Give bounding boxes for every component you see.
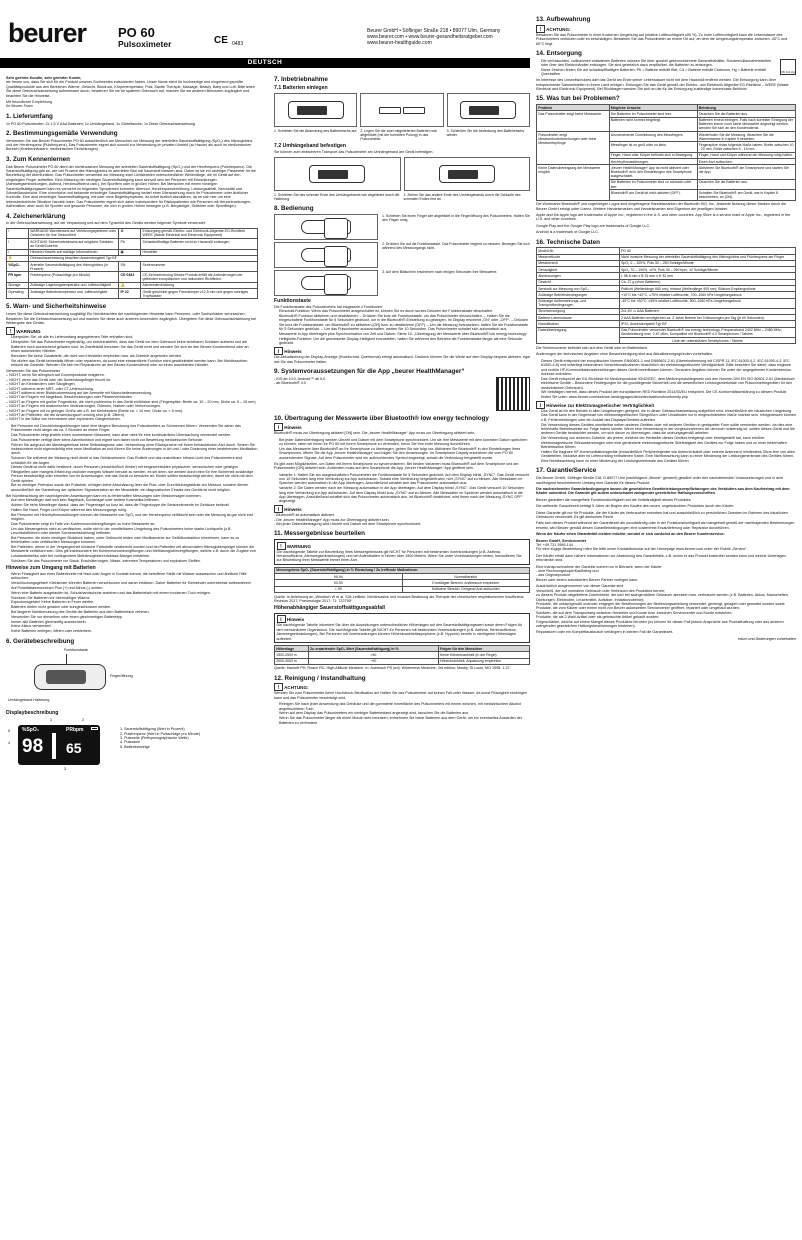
list-item: • Sie dürfen das Gerät keinesfalls öffnen oder reparieren, da sonst eine einwandfreie Funktion nicht gewährleistet werden kann. Bei Nichtbeachten erlischt die Garantie. Wenden Sie sich bei Reparaturen an den Beurer-Kundendienst oder an einen autorisierten Händler. bbox=[11, 359, 258, 368]
table-row: Operating Zulässige Betriebstemperatur und -luftfeuchtigkeit IP 22 Gerät geschützt gegen Fremdkörper ≥12,5 mm und gegen schräges Tropfwasser bbox=[7, 289, 258, 299]
figure bbox=[274, 157, 401, 191]
subsection-title: 7.1 Batterien einlegen bbox=[274, 85, 328, 92]
table-row: ✋ Gebrauchsanweisung beachten Anwendungsteil Typ BF bbox=[7, 255, 258, 261]
table-row: Keine Datenübertragung der Messwerte möglich „beurer HealthManager“ App ist nicht aktiviert oder Bluetooth® ist in den Einstellungen des Smartphone ausgeschaltet. Aktivieren Sie Bluetooth® am Smartphone und starten Sie die App. bbox=[537, 165, 796, 179]
operation-step: 1. Schieben Sie einen Finger wie abgebildet in die Fingeröffnung des Pulsoximeters. Halten Sie den Finger ruhig. bbox=[274, 214, 530, 240]
table-row: 93-90 Ermäßigter Bereich: Arztbesuch empfohlen bbox=[275, 580, 530, 586]
column-1 bbox=[6, 76, 258, 1236]
section-text: 1x PO 60 Pulsoximeter, 2x 1,5 V AAA Batterien, 1x Umhängeband, 1x Gürteltasche, 1x Diese Gebrauchsanweisung bbox=[6, 121, 195, 126]
ce-icon: CE 0483 bbox=[119, 272, 141, 282]
table-row: Batterie-Lebensdauer 2 AAA Batterien ermöglichen ca. 2 Jahre Betrieb bei 3 Messungen pro Tag (je 60 Sekunden). bbox=[537, 315, 796, 321]
operating-icon: Operating bbox=[7, 289, 29, 299]
device-diagram bbox=[6, 646, 258, 708]
warning-list: • Bei Personen mit Durchblutungsstörungen kann eine längere Benutzung des Pulsoximeters zu Schmerzen führen. Verwenden Sie daher das Pulsoximeter nicht länger als ca. 2 Stunden an einem Finger. • Das Pulsoximeter zeigt jeweils einen momentanen Messwert, kann aber nicht für eine kontinuierliche Überwachung verwendet werden. • Das Pulsoximeter verfügt über keine Alarmfunktion und eignet sich daher nicht zur Bewertung medizinischer Befunde. • Führen Sie aufgrund der Messergebnisse keine Selbstdiagnose oder -behandlung ohne Rücksprache mit Ihrem behandelnden Arzt durch. Setzen Sie insbesondere nicht eigenmächtig eine neue Medikation an und führen Sie keine Änderungen in Art und / oder Dosierung einer bestehenden Medikation durch. • Schauen Sie während der Messung nicht direkt in das Gehäuseinnere. Das Rotlicht und das unsichtbare Infrarot-Licht des Pulsoximeters sind schädlich für die Augen. • Dieses Gerät ist nicht dafür bestimmt, durch Personen (einschließlich Kinder) mit eingeschränkten physischen, sensorischen oder geistigen Fähigkeiten oder mangels Erfahrung und/oder mangels Wissen benutzt zu werden, es sei denn, sie werden durch eine für ihre Sicherheit zuständige Person beaufsichtigt oder erhielten von ihr Anweisungen, wie das Gerät zu benutzen ist. Kinder sollten beaufsichtigt werden, damit sie nicht mit dem Gerät spielen. • Bei zu niedriger Perfusion sowie der Pulsstufe, erfolgen keine Abschätzung über die Puls- oder Durchblutungsstärke am Messort, sondern dienen ausschließlich der Darstellung der optischen Signalvariation an der Messstelle, ein diagnostischer Einsatz des Geräts ist nicht möglich. bbox=[11, 424, 258, 492]
brand-logo: beurer bbox=[8, 18, 87, 48]
warning-icon: ! bbox=[277, 542, 286, 550]
display-legend: 1. Sauerstoffsättigung (Wert in Prozent) 2. Pulsfrequenz (Wert in Pulsschläge pro Minute) 3. Pulswelle (Plethysmographische Welle) 4. Pulssäule 5. Batterieanzeige bbox=[120, 727, 201, 749]
supported-devices-link[interactable]: Liste der unterstützten Smartphones / Tablets bbox=[619, 338, 795, 344]
figure bbox=[404, 157, 531, 191]
battery-icon bbox=[91, 727, 98, 730]
ce-mark: CE bbox=[214, 35, 228, 46]
section-text: Das Beurer Pulsoximeter PO 60 dient der nichtinvasiven Messung der arteriellen Sauerstoffsättigung (SpO₂) und der Herzfrequenz (Pulsfrequenz). Die Sauerstoffsättigung gibt an, wie viel Prozent des Hämoglobins im arteriellen Blut mit Sauerstoff beladen sind. Daher ist sie ein wichtiger Parameter für die Beurteilung der Atemfunktion. Das Pulsoximeter verwendet zur Messung zwei Lichtstrahlen unterschiedlicher Wellenlänge, die im Gerät auf den eingelegten Finger auftreffen. Eine Messung der niedrigen Sauerstoffsättigung kann sinnvoll sein bei Personen mit Erkrankungen (Atemwegserkrankungen, Asthma, Herzinsuffizienz usw.), bei Sportlern oder in großen Höhen. Bei Menschen mit einem niedrigen Sauerstoffsättigungswert kann es vermehrt zu folgenden Symptomen kommen: Atemnot, Herzfrequenzerhöhung, Leistungsabfall, Nervosität und Schweißausbrüche. Eine chronische und bekannte erniedrigte Sauerstoffsättigung bedarf einer Überwachung durch Ihr Pulsoximeter unter ärztlicher Kontrolle. Eine akut erniedrigte Sauerstoffsättigung, mit oder ohne Begleitsymptome, ist sofort ärztlich abzuklären, da es sich hier um eine lebensbedrohliche Situation handeln kann. Das Pulsoximeter eignet sich daher insbesondere für Risikopatienten wie Personen mit Herzerkrankungen, Asthmatiker, aber auch für Sportler und gesunde Personen, die sich in großen Höhen bewegen (z.B. Bergsteiger, Skifahrer oder Sportflieger). bbox=[6, 164, 256, 209]
table-row: Bluetooth® am Gerät ist nicht aktiviert (OFF). Schalten Sie Bluetooth® am Gerät, wie in Kapitel 8 beschrieben, an (ON). bbox=[537, 190, 796, 200]
section-title: 7. Inbetriebnahme bbox=[274, 76, 328, 83]
section-title: 11. Messergebnisse beurteilen bbox=[274, 530, 365, 538]
table-row: Messbereich SpO₂ 0 – 100%, Puls 30 – 250 Schläge/Minute bbox=[537, 260, 796, 266]
tech-data-table bbox=[536, 247, 796, 344]
troubleshooting-table: Problem Mögliche Ursache Behebung Das Pulsoximeter zeigt keine Messwerte Die Batterien im Pulsoximeter sind leer. Tauschen Sie die Batterien aus. Batterien nicht korrekt eingelegt. Batterien erneut einlegen. Falls nach korrekter Einlegung der Batterien immer noch keine Messwerte angezeigt werden, wenden Sie sich an den Kundendienst. Pulsoximeter zeigt Messwertunterbrechungen oder hohe Messwertsprünge Unzureichende Durchblutung des Messfingers. Wiederholen Sie die Messung. Beachten Sie die Warnhinweise in Kapitel 5 beachten. Messfinger ist zu groß oder zu klein. Fingerspitze muss folgende Maße haben: Breite zwischen 10 - 20 mm, Dicke zwischen 5 - 15 mm. Finger, Hand oder Körper befindet sich in Bewegung. Finger, Hand und Körper während der Messung ruhig halten. Herzrhythmusstörungen. Einen Arzt aufsuchen. Keine Datenübertragung der Messwerte möglich „beurer HealthManager“ App ist nicht aktiviert oder Bluetooth® ist in den Einstellungen des Smartphone ausgeschaltet. Aktivieren Sie Bluetooth® am Smartphone und starten Sie die App. Die Batterien im Pulsoximeter sind zu schwach oder leer. Tauschen Sie die Batterien aus. Bluetooth® am Gerät ist nicht aktiviert (OFF). Schalten Sie Bluetooth® am Gerät, wie in Kapitel 8 beschrieben, an (ON). bbox=[538, 105, 794, 199]
table-row: Zulässige Aufbewahrungs- und Transportbedingungen -40°C bis +60°C, ≤95% relative Luftfeuchte, 500–1060 hPa Umgebungsdruck bbox=[537, 298, 796, 308]
manual-icon: ✋ bbox=[7, 255, 29, 261]
table-row: Das Pulsoximeter zeigt keine Messwerte Die Batterien im Pulsoximeter sind leer. Tauschen Sie die Batterien aus. bbox=[537, 111, 796, 117]
table-row: Finger, Hand oder Körper befindet sich in Bewegung. Finger, Hand und Körper während der Messung ruhig halten. bbox=[537, 152, 796, 158]
operation-step: 3. Auf dem Bildschirm erscheinen nach einigen Sekunden Ihre Messwerte. bbox=[274, 270, 530, 296]
table-row: ! ACHTUNG Sicherheitshinweis auf mögliche Schäden an Gerät/Zubehör Pb Schadstoffhaltige Batterien nicht im Hausmüll entsorgen bbox=[7, 239, 258, 249]
function-button-label: Funktionstaste bbox=[64, 648, 88, 653]
table-row: Messfinger ist zu groß oder zu klein. Fingerspitze muss folgende Maße haben: Breite zwischen 10 - 20 mm, Dicke zwischen 5 - 15 mm. bbox=[610, 143, 794, 152]
info-icon: i bbox=[274, 505, 283, 513]
altitude-table: Höhenlage Zu erwartender SpO₂-Wert (Sauerstoffsättigung) in % Folgen für den Menschen 1500-2500 m >90 Keine Höhenkrankheit (in der Regel) 2500-3000 m ~90 Höhenkrankheit, Anpassung empfohlen bbox=[274, 645, 530, 665]
table-row: Pulsoximeter zeigt Messwertunterbrechungen oder hohe Messwertsprünge Unzureichende Durchblutung des Messfingers. Wiederholen Sie die Messung. Beachten Sie die Warnhinweise in Kapitel 5 beachten. bbox=[537, 132, 796, 142]
language-bar: DEUTSCH bbox=[0, 58, 530, 68]
table-row: Storage Zulässige Lagerungstemperatur und -luftfeuchtigkeit 🔔 Alarmunterdrückung bbox=[7, 282, 258, 288]
table-row: Sensorik zur Messung von SpO₂ Rotlicht (Wellenlänge 660 nm); Infrarot (Wellenlänge 905 nm); Silizium-Empfangsdiode bbox=[537, 285, 796, 291]
warning-list bbox=[11, 335, 258, 367]
service-address: Beurer GmbH, Servicecenter Tel: +49 731 3989-144 Für eine zügige Bearbeitung rufen Sie bitte unser Kontaktformular auf der Homepage www.beurer.com unter der Rubrik „Service“. bbox=[536, 538, 748, 552]
table-row: i Hinweis Hinweis auf wichtige Informationen ▣ Hersteller bbox=[7, 249, 258, 255]
weee-bin-icon: Pb Cd Hg bbox=[780, 59, 796, 75]
list-intro: Verwenden Sie das Pulsoximeter bbox=[6, 368, 61, 373]
section-title: 8. Bedienung bbox=[274, 204, 314, 212]
operation-step: 2. Drücken Sie auf die Funktionstaste. Das Pulsoximeter beginnt zu messen. Bewegen Sie sich während des Messvorgangs nicht. bbox=[274, 242, 530, 268]
table-row: 2500-3000 m ~90 Höhenkrankheit, Anpassung empfohlen bbox=[275, 658, 530, 664]
source-note: Quelle: In Anlehnung an „Windisch W et al. S2k-Leitlinie: Nichtinvasive und invasive Beatmung als Therapie der chronischen respiratorischen Insuffizienz. Revision 2017; Pneumologie 2017; 71: 722795“ bbox=[274, 594, 525, 603]
section-text: Lesen Sie diese Gebrauchsanweisung sorgfältig! Ein Nichtbeachten der nachfolgenden Hinweise kann Personen- oder Sachschäden verursachen. Bewahren Sie die Gebrauchsanweisung auf und machen Sie diese auch anderen Anwendern zugänglich. Übergeben Sie diese Gebrauchsanweisung bei Weitergabe des Geräts. bbox=[6, 312, 257, 325]
list-item: • Überprüfen Sie das Pulsoximeter regelmäßig, um sicherzustellen, dass das Gerät vor dem Gebrauch keine sichtbaren Schäden aufweist und die Batterien noch ausreichend geladen sind. Im Zweifelsfall benutzen Sie das Gerät nicht und wenden Sie sich an den Beurer-Kundendienst oder an einen autorisierten Händler. bbox=[11, 340, 258, 353]
table-row: Die Batterien im Pulsoximeter sind zu schwach oder leer. Tauschen Sie die Batterien aus. bbox=[537, 179, 796, 189]
figure bbox=[447, 93, 530, 127]
table-row: Zulässige Betriebsbedingungen +10°C bis +40°C, ≤75% relative Luftfeuchte, 700–1060 hPa Umgebungsdruck bbox=[537, 292, 796, 298]
factory-icon: ▣ bbox=[119, 249, 141, 255]
table-row: Messmethode Nicht invasive Messung der arteriellen Sauerstoffsättigung des Hämoglobins und Pulsfrequenz am Finger bbox=[537, 254, 796, 260]
list-item: • Überprüfen Sie, ob alle im Lieferumfang angegebenen Teile enthalten sind. bbox=[11, 335, 258, 339]
section-title: 16. Technische Daten bbox=[536, 238, 600, 246]
figure bbox=[274, 93, 357, 127]
ce-number: 0483 bbox=[232, 41, 244, 47]
caution-icon: ! bbox=[274, 683, 283, 691]
subsection-title: 7.2 Umhängeband befestigen bbox=[274, 143, 347, 150]
healthguide-link[interactable]: www.beurer-healthguide.com bbox=[367, 39, 432, 46]
table-row: Abmessungen L 58,5 mm x B 31 mm x H 32 mm bbox=[537, 273, 796, 279]
table-row: %SpO₂ Arterielle Sauerstoffsättigung des Hämoglobins (in Prozent) SN Seriennummer bbox=[7, 262, 258, 272]
table-row: Datenübertragung Das Pulsoximeter verwendet Bluetooth® low energy technology, Frequenzband 2402 MHz – 2480 MHz, Sendeleistung max. 2,67 dBm, Kompatibel mit Bluetooth® 4.0 Smartphones / Tablets bbox=[537, 327, 796, 337]
section-title: 6. Gerätebeschreibung bbox=[6, 637, 75, 645]
symbol-table bbox=[6, 228, 258, 300]
footer-note: Irrtum und Änderungen vorbehalten bbox=[737, 636, 796, 641]
caution-icon: ! bbox=[536, 25, 545, 33]
section-title: 5. Warn- und Sicherheitshinweise bbox=[6, 303, 107, 311]
subsection-title: Hinweise zum Umgang mit Batterien bbox=[6, 564, 96, 571]
section-title: 9. Systemvoraussetzungen für die App „beurer HealthManager“ bbox=[274, 367, 465, 375]
storage-icon: Storage bbox=[7, 282, 29, 288]
lanyard-holder-label: Umhängeband-Halterung bbox=[8, 698, 50, 703]
table-row: Gewicht Ca. 27 g (ohne Batterien) bbox=[537, 279, 796, 285]
list-item: • Benutzen Sie keine Zusatzteile, die nicht vom Hersteller empfohlen bzw. als Zubehör angeboten werden. bbox=[11, 354, 258, 358]
table-row: 1500-2500 m >90 Keine Höhenkrankheit (in der Regel) bbox=[275, 652, 530, 658]
column-3: 13. Aufbewahrung ! ACHTUNG: Bewahren Sie das Pulsoximeter in einer trockenen Umgebung auf (relative Luftfeuchtigkeit ≤95 %). Zu hohe Luftfeuchtigkeit kann die Lebensdauer des Pulsoximeters verkürzen oder es beschädigen. Bewahren Sie das Pulsoximeter an einem Ort auf, an dem die Umgebungstemperatur zwischen -40°C und 60°C liegt. 14. Entsorgung Pb Cd Hg • Die verbrauchten, vollkommen entladenen Batterien müssen Sie über speziell gekennzeichnete Sammelbehälter, Sondermüllannahmestellen oder über den Elektrohändler entsorgen. Sie sind gesetzlich dazu verpflichtet, die Batterien zu entsorgen. • Diese Zeichen finden Sie auf schadstoffhaltigen Batterien: Pb = Batterie enthält Blei, Cd = Batterie enthält Cadmium, Hg = Batterie enthält Quecksilber Im Interesse des Umweltschutzes darf das Gerät am Ende seiner Lebensdauer nicht mit dem Hausmüll entfernt werden. Die Entsorgung kann über entsprechende Sammelstellen in Ihrem Land erfolgen. Entsorgen Sie das Gerät gemäß der Elektro- und Elektronik Altgeräte EG-Richtlinie – WEEE (Waste Electrical and Electronic Equipment). Bei Rückfragen wenden Sie sich an die für die Entsorgung zuständige kommunale Behörde. 15. Was tun bei Problemen? Problem Mögliche Ursache Behebung Das Pulsoximeter zeigt keine Messwerte Die Batterien im Pulsoximeter sind leer. Tauschen Sie die Batterien aus. Batterien nicht korrekt eingelegt. Batterien erneut einlegen. Falls nach korrekter Einlegung der Batterien immer noch keine Messwerte angezeigt werden, wenden Sie sich an den Kundendienst. Pulsoximeter zeigt Messwertunterbrechungen oder hohe Messwertsprünge Unzureichende Durchblutung des Messfingers. Wiederholen Sie die Messung. Beachten Sie die Warnhinweise in Kapitel 5 beachten. Messfinger ist zu groß oder zu klein. Fingerspitze muss folgende Maße haben: Breite zwischen 10 - 20 mm, Dicke zwischen 5 - 15 mm. Finger, Hand oder Körper befindet sich in Bewegung. Finger, Hand und Körper während der Messung ruhig halten. Herzrhythmusstörungen. Einen Arzt aufsuchen. Keine Datenübertragung der Messwerte möglich „beurer HealthManager“ App ist nicht aktiviert oder Bluetooth® ist in den Einstellungen des Smartphone ausgeschaltet. Aktivieren Sie Bluetooth® am Smartphone und starten Sie die App. Die Batterien im Pulsoximeter sind zu schwach oder leer. Tauschen Sie die Batterien aus. Bluetooth® am Gerät ist nicht aktiviert (OFF). Schalten Sie Bluetooth® am Gerät, wie in Kapitel 8 beschrieben, an (ON). Die Wortmarke Bluetooth® und zugehörigen Logos sind eingetragene Handelsmarken der Bluetooth SIG, Inc. Jedwede Nutzung dieser Marken durch die Beurer GmbH erfolgt unter Lizenz. Weitere Handelsmarken und Handelsnamen sind Eigentum der jeweiligen Inhaber. Apple and the Apple logo are trademarks of Apple Inc., registered in the U.S. and other countries. App Store is a service mark of Apple Inc., registered in the U.S. and other countries. Google Play and the Google Play logo are trademarks of Google LLC. Android is a trademark of Google LLC. 16. Technische Daten Modell-Nr. PO 60 Messmethode Nicht invasive Messung der arteriellen Sauerstoffsättigung des Hämoglobins und Pulsfrequenz am Finger Messbereich SpO₂ 0 – 100%, Puls 30 – 250 Schläge/Minute Genauigkeit SpO₂ 70 – 100%, ±2%, Puls 30 – 250 bpm, ±2 Schläge/Minute Abmessungen L 58,5 mm x B 31 mm x H 32 mm Gewicht Ca. 27 g (ohne Batterien) Sensorik zur Messung von SpO₂ Rotlicht (Wellenlänge 660 nm); Infrarot (Wellenlänge 905 nm); Silizium-Empfangsdiode Zulässige Betriebsbedingungen +10°C bis +40°C, ≤75% relative Luftfeuchte, 700–1060 hPa Umgebungsdruck Zulässige Aufbewahrungs- und Transportbedingungen -40°C bis +60°C, ≤95% relative Luftfeuchte, 500–1060 hPa Umgebungsdruck Stromversorgung 2x1,5V ▭ AAA Batterien Batterie-Lebensdauer 2 AAA Batterien ermöglichen ca. 2 Jahre Betrieb bei 3 Messungen pro Tag (je 60 Sekunden). Klassifikation IP22, Anwendungsteil Typ BF Datenübertragung Das Pulsoximeter verwendet Bluetooth® low energy technology, Frequenzband 2402 MHz – 2480 MHz, Sendeleistung max. 2,67 dBm, Kompatibel mit Bluetooth® 4.0 Smartphones / Tablets Liste der unterstützten Smartphones / Tablets Die Seriennummer befindet sich auf dem Gerät oder im Batteriefach. Änderungen der technischen Angaben ohne Benachrichtigung sind aus Aktualisierungsgründen vorbehalten. • Dieses Gerät entspricht der europäischen Normen EN60601-1 und EN80601-2-61 (Übereinstimmung mit CISPR 11, IEC 61000-4-2, IEC 61000-4-3, IEC 61000-4-8) und unterliegt besonderen Vorsichtsmaßnahmen hinsichtlich der elektromagnetischen Verträglichkeit. Bitte beachten Sie dabei, dass tragbare und mobile HF-Kommunikationseinrichtungen dieses Gerät beeinflussen können. Genauere Angaben können Sie unter der angegebenen Kundenservice-Adresse anfordern. • Das Gerät entspricht der EU-Richtlinie für Medizinprodukte 93/42/EEC, dem Medizinproduktegesetz und den Normen DIN EN ISO 80601-2-61 (Medizinisch elektrische Geräte – Besondere Festlegungen für die grundlegende Sicherheit und die wesentlichen Leistungsmerkmale von Pulsoximetriegeräten für den medizinischen Gebrauch). • Wir bestätigen hiermit, dass dieses Produkt der europäischen RED Richtlinie 2014/53/EU entspricht. Die CE-Konformitätserklärung zu diesem Produkt finden Sie unter: www.beurer.com/web/we-landingpages/de/cedeclarationofconformity.php i Hinweise zur Elektromagnetischer Verträglichkeit • Das Gerät ist für den Betrieb in allen Umgebungen geeignet, die in dieser Gebrauchsanweisung aufgeführt sind, einschließlich der häuslichen Umgebung. • Das Gerät kann in der Gegenwart von elektromagnetischen Störgrößen unter Umständen nur in eingeschränktem Maße nutzbar sein. Infolgedessen können z.B. Fehlermeldungen oder ein Ausfall des Displays/Gerätes auftreten. • Die Verwendung dieses Gerätes unmittelbar neben anderen Geräten oder mit anderen Geräten in gestapelter Form sollte vermieden werden, da dies eine fehlerhafte Betriebsweise zur Folge haben könnte. Wenn eine Verwendung in der vorgeschriebenen Art dennoch notwendig ist, sollten dieses Gerät und die anderen Geräte beobachtet werden, um sich davon zu überzeugen, dass sie ordnungsgemäß arbeiten. • Die Verwendung von anderem Zubehör, als jenem, welches der Hersteller dieses Gerätes festgelegt oder bereitgestellt hat, kann erhöhte elektromagnetische Störaussendungen oder eine geminderte elektromagnetische Störfestigkeit des Gerätes zur Folge haben und zu einer fehlerhaften Betriebsweise führen. • Halten Sie tragbare HF-Kommunikationsgeräte (einschließlich Peripheriegeräte wie Antennenkabel oder externe Antennen) mindestens 30cm fern von allen Geräteteilen, inklusive aller im Lieferumfang enthaltenen Kabel. Eine Nichtbeachtung kann zu einer Minderung der Leistungsmerkmale des Gerätes führen. • Eine Nichtbeachtung kann zu einer Minderung der Leistungsmerkmale des Gerätes führen. 17. Garantie/Service Die Beurer GmbH, Söflinger Straße 218, D-89077 Ulm (nachfolgend „Beurer“ genannt) gewährt unter den nachstehenden Voraussetzungen und in dem nachfolgend beschriebenen Umfang eine Garantie für dieses Produkt. Die nachstehenden Garantiebedingungen lassen die gesetzlichen Gewährleistungsverpflichtungen des Verkäufers aus dem Kaufvertrag mit dem Käufer unberührt. Die Garantie gilt zudem unbeschadet zwingender gesetzlicher Haftungsvorschriften. Beurer garantiert die mangelfreie Funktionstüchtigkeit und die Vollständigkeit dieses Produktes. Die weltweite Garantiezeit beträgt 5 Jahre ab Beginn des Kaufes des neuen, ungebrauchten Produktes durch den Käufer. Diese Garantie gilt nur für Produkte, die der Käufer als Verbraucher erworben hat und ausschließlich zu persönlichen Zwecken im Rahmen des häuslichen Gebrauchs verwendet. Es gilt deutsches Recht. Falls sich dieses Produkt während der Garantiezeit als unvollständig oder in der Funktionstüchtigkeit als mangelhaft gemäß der nachfolgenden Bestimmungen erweist, wird Beurer gemäß diesen Garantiebedingungen eine kostenfreie Ersatzlieferung oder Reparatur durchführen. Wenn der Käufer einen Garantiefall melden möchte, wendet er sich zunächst an den Beurer Kundenservice: Beurer GmbH, Servicecenter Tel: +49 731 3989-144 Für eine zügige Bearbeitung rufen Sie bitte unser Kontaktformular auf der Homepage www.beurer.com unter der Rubrik „Service“. Der Käufer erhält dann nähere Informationen zur Abwicklung des Garantiefalls, z.B. wohin er das Produkt kostenfrei senden kann und welche Unterlagen erforderlich sind. Eine Inanspruchnahme der Garantie kommt nur in Betracht, wenn der Käufer - eine Rechnungskopie/Kaufbeleg und - das Originalprodukt Beurer oder einem autorisierten Beurer Partner vorlegen kann. Ausdrücklich ausgenommen von dieser Garantie sind Verschleiß, der auf normalem Gebrauch oder Verbrauch des Produktes beruht; zu diesem Produkt mitgelieferte Zubehörteile, die sich bei sachgemäßem Gebrauch abnutzen bzw. verbraucht werden (z.B. Batterien, Akkus, Manschetten, Dichtungen, Elektroden, Leuchtmittel, Aufsätze, Inhalatorzubehör); Produkte, die unsachgemäß und/oder entgegen der Bestimmungen der Bedienungsanleitung verwendet, gereinigt, gelagert oder gewartet wurden sowie Produkte, die vom Käufer oder einem nicht von Beurer autorisierten Servicecenter geöffnet, repariert oder umgebaut wurden; Schäden, die auf dem Transportweg zwischen Hersteller und Kunde bzw. zwischen Servicecenter und Kunde entstehen; Produkte, die als 2.Wahl-Artikel oder als gebrauchte Artikel gekauft wurden; Folgeschäden, welche auf einem Mangel dieses Produktes beruhen (es können für diesen Fall jedoch Ansprüche aus Produkthaftung oder aus anderen zwingenden gesetzlichen Haftungsbestimmungen bestehen). Reparaturen oder ein Komplettaustausch verlängern in keinem Fall die Garantiezeit. Irrtum und Änderungen vorbehalten bbox=[536, 16, 796, 1236]
section-title: 14. Entsorgung bbox=[536, 49, 582, 57]
table-row: PR bpm Pulsfrequenz (Pulsschläge pro Minute) CE 0483 CE-Kennzeichnung Dieses Produkt erfüllt die Anforderungen der geltenden europäischen und nationalen Richtlinien. bbox=[7, 272, 258, 282]
finger-opening-label: Fingeröffnung bbox=[110, 674, 133, 679]
warning-icon: ! bbox=[7, 228, 29, 238]
table-row: 99-94 Normalbereich bbox=[275, 574, 530, 580]
source-note: Quelle: Hackett PH, Roach RC: High-Altitude Medicine. In: Auerbach PS (ed): Wilderness Medicine, 3rd edition; Mosby, St Louis, MO 1995: 1-37. bbox=[274, 666, 511, 671]
product-name: Pulsoximeter bbox=[118, 39, 172, 49]
section-title: 15. Was tun bei Problemen? bbox=[536, 95, 620, 103]
battery-figures bbox=[274, 93, 530, 127]
section-title: 17. Garantie/Service bbox=[536, 467, 597, 475]
table-row: Herzrhythmusstörungen. Einen Arzt aufsuchen. bbox=[537, 159, 796, 165]
manufacturer-address: Beurer GmbH • Söflinger Straße 218 • 89077 Ulm, Germany www.beurer.com • www.beurer-gesundheitsratgeber.com www.beurer-healthguide.com bbox=[367, 28, 501, 46]
column-2: 7. Inbetriebnahme 7.1 Batterien einlegen 1. Schieben Sie die Abdeckung des Batteriefachs auf. 2. Legen Sie die zwei mitgelieferten Batterien wie abgebildet (mit der korrekten Polung) in das Pulsoximeter. 3. Schließen Sie die Abdeckung des Batteriefachs wieder. 7.2 Umhängeband befestigen Sie können zum einfacheren Transport das Pulsoximeter am Umhängeband am Gerät befestigen. 1. Schieben Sie das schmale Ende des Umhängebands wie abgebildet durch die Halterung. 2. Ziehen Sie das andere Ende des Umhängebands durch die Schlaufe des schmalen Endes fest an. 8. Bedienung 1. Schieben Sie einen Finger wie abgebildet in die Fingeröffnung des Pulsoximeters. Halten Sie den Finger ruhig. 2. Drücken Sie auf die Funktionstaste. Das Pulsoximeter beginnt zu messen. Bewegen Sie sich während des Messvorgangs nicht. 3. Auf dem Bildschirm erscheinen nach einigen Sekunden Ihre Messwerte. Funktionstaste Die Funktionstaste des Pulsoximeters hat insgesamt 4 Funktionen: • Einschalt-Funktion: Wenn das Pulsoximeter ausgeschaltet ist, können Sie es durch kurzes Drücken der Funktionstaste einschalten. • Bluetooth®-Funktion aktivieren und deaktivieren: – Drücken Sie kurz die Funktionstaste, um das Pulsoximeter einzuschalten. – Halten Sie die eingeschaltete Funktionstaste für 5 Sekunden gedrückt, um in die Bluetooth®-Einstellung zu gelangen. Im Display erscheint „ON“ oder „OFF“. – Drücken Sie kurz die Funktionstaste, um Bluetooth® zu aktivieren [ON] bzw. zu deaktivieren [OFF]. – Um die Messung fortzusetzen, halten Sie die Funktionstaste für 5 Sekunden gedrückt. – Um das Pulsoximeter auszuschalten, warten Sie 10 Sekunden. Das Pulsoximeter schaltet sich automatisch aus. • Messwerte in App übertragen plus Synchronisation von Zeit und Datum: Siehe 10. „Übertragung der Messwerte über Bluetooth® low energy technology“. • Helligkeits-Funktion: Um die gewünschte Display-Helligkeit einzustellen, halten Sie während des Betriebs die Funktionstaste länger als eine Sekunde gedrückt. i Hinweis Die Aktualisierung der Display-Anzeige (Hochformat, Querformat) erfolgt automatisch. Dadurch können Sie die Werte auf dem Display bequem ablesen, egal wie Sie das Pulsoximeter halten. 9. Systemvoraussetzungen für die App „beurer HealthManager“ - iOS ab 10.0, Android™ ab 5.0 - ab Bluetooth® 4.0 10. Übertragung der Messwerte über Bluetooth® low energy technology i Hinweis Bluetooth® muss zur Übertragung aktiviert [ON] sein. Die „beurer HealthManager“ App muss zur Übertragung aktiviert sein. • Bei jeder Datenübertragung werden Uhrzeit und Datum mit dem Smartphone synchronisiert. Um sie Ihre Messwerte mit dem korrekten Datum speichern zu können, raten wir Ihnen Ihr PO 60 mit Ihrem Smartphone zu verbinden, bevor Sie Ihre erste Messung durchführen. • Um das Messwerte über Bluetooth® an Ihr Smartphone zu übertragen, gehen Sie wie folgt vor: Aktivieren Sie Bluetooth® in den Einstellungen Ihres Smartphones, öffnen Sie die App „beurer HealthManager“ und folgen Sie den Anweisungen. Im Smartphone Display erscheinen die vom PO 60 aussendenden Signale. Auf dem Pulsoximeter wird ein aufleuchtendes Symbol angezeigt, sobald die Verbindung hergestellt wurde. Es gibt zwei Möglichkeiten, um Daten mit Ihrem Smartphone zu synchronisieren. Bei beiden Varianten muss Bluetooth® auf dem Smartphone und am Pulsoximeter [ON] aktiviert sein. Außerdem muss auf dem Smartphone die App „beurer HealthManager“ App geöffnet sein. • Variante 1: Halten Sie am ausgeschalteten Pulsoximeter die Funktionstaste für 5 Sekunden gedrückt. Auf dem Display blinkt „SYNC“. Das Gerät versucht nun 10 Sekunden lang eine Verbindung zur App aufzubauen. Sobald eine Verbindung hergestellt wird, hört „SYNC“ auf zu blinken. Alle Messdaten im Speicher werden automatisch in die App übertragen. Anschließend schaltet sich das Pulsoximeter automatisch aus. • Variante 2: Die Daten werden nach der Messung automatisch in die App übertragen. Auf dem Display blinkt „SYNC“. Das Gerät versucht 10 Sekunden lang eine Verbindung zur App aufzubauen. Auf dem Display blinkt kurz „SYNC“ auf zu blinken. Alle Messdaten im Speicher werden automatisch in die App übertragen. Anschließend schaltet sich das Pulsoximeter automatisch aus. Ist Bluetooth® deaktiviert, wird Ihnen nach der Messung „SYNC OFF“ angezeigt. i Hinweis - Bluetooth® ist automatisch aktiviert. - Die „beurer HealthManager“ App muss zur Übertragung aktiviert sein. - Bei jeder Datenübertragung wird Uhrzeit und Datum mit dem Smartphone synchronisiert. 11. Messergebnisse beurteilen ! WARNUNG Die nachfolgende Tabelle zur Beurteilung Ihres Messergebnisses gilt NICHT für Personen mit bestimmten Vorerkrankungen (z.B. Asthma, Herzinsuffizienz, Atemwegserkrankungen) und bei Aufenthalten in Höhen über 1500 Metern. Wenn Sie unter Vorerkrankungen leiden, konsultieren Sie zur Beurteilung Ihrer Messwerte immer Ihren Arzt. Messergebnis SpO₂ (Sauerstoffsättigung) in % Einstufung / Zu treffende Maßnahmen 99-94 Normalbereich 93-90 Ermäßigter Bereich: Arztbesuch empfohlen < 90 Kritischer Bereich: Dringend Arzt aufsuchen Quelle: In Anlehnung an „Windisch W et al. S2k-Leitlinie: Nichtinvasive und invasive Beatmung als Therapie der chronischen respiratorischen Insuffizienz. Revision 2017; Pneumologie 2017; 71: 722795“ Höhenabhängiger Sauerstoffsättigungsabfall i Hinweis Die nachfolgende Tabelle informiert Sie über die Auswirkungen unterschiedlicher Höhenlagen auf den Sauerstoffsättigungswert sowie deren Folgen für den menschlichen Organismus. Die nachfolgende Tabelle gilt NICHT für Personen mit bestimmten Vorerkrankungen (z.B. Asthma, Herzinsuffizienz, Atemwegserkrankungen). Bei Personen mit Vorerkrankungen können Höhenkrankheitssymptome (z.B. Hypoxie) bereits in niedrigeren Höhenlagen auftreten. Höhenlage Zu erwartender SpO₂-Wert (Sauerstoffsättigung) in % Folgen für den Menschen 1500-2500 m >90 Keine Höhenkrankheit (in der Regel) 2500-3000 m ~90 Höhenkrankheit, Anpassung empfohlen Quelle: Hackett PH, Roach RC: High-Altitude Medicine. In: Auerbach PS (ed): Wilderness Medicine, 3rd edition; Mosby, St Louis, MO 1995: 1-37. 12. Reinigung / Instandhaltung ! ACHTUNG: Wenden Sie zum Pulsoximeter keine Hochdruck-Sterilisation an! Halten Sie das Pulsoximeter auf keinen Fall unter Wasser, da sonst Flüssigkeit eindringen kann und das Pulsoximeter beschädigt wird. • Reinigen Sie nach jeder Anwendung das Gehäuse und die gummierte Innenfläche des Pulsoximeters mit einem weichen, mit medizinischem Alkohol angefeuchteten Tuch. • Wenn auf dem Display das Pulsoximeters ein niedriger Batteriestand angezeigt wird, tauschen Sie die Batterien aus. • Wenn Sie das Pulsoximeter länger als einen Monat nicht benutzen, entnehmen Sie beide Batterien aus dem Gerät, um ein eventuelles Auslaufen der Batterien zu verhindern. bbox=[274, 76, 530, 1236]
display-diagram: %SpO₂ PRbpm 98 65 5 4 1 2 3 1. Sauerstoffsättigung (Wert in Prozent) 2. Pulsfrequenz (Wert in Pulsschläge pro Minute) 3. Pulswelle (Plethysmographische Welle) 4. Pulssäule 5. Batterieanzeige bbox=[8, 718, 201, 772]
table-row: Genauigkeit SpO₂ 70 – 100%, ±2%, Puls 30 – 250 bpm, ±2 Schläge/Minute bbox=[537, 267, 796, 273]
warning-heading: ! WARNUNG bbox=[6, 327, 258, 335]
intro-text: wir freuen uns, dass Sie sich für ein Produkt unseres Sortimentes entschieden haben. Unser Name steht für hochwertige und eingehend geprüfte Qualitätsprodukte aus den Bereichen Wärme, Gewicht, Blutdruck, Körpertemperatur, Puls, Sanfte Therapie, Massage, Beauty, Baby und Luft. Bitte lesen Sie diese Gebrauchsanweisung aufmerksam durch, bewahren Sie sie für späteren Gebrauch auf, machen Sie sie anderen Benutzern zugänglich und beachten Sie die Hinweise. bbox=[6, 80, 255, 98]
battery-list: • Wenn Flüssigkeit aus einer Batteriezelle mit Haut oder Augen in Kontakt kommt, die betroffene Stelle mit Wasser auswaschen und ärztliche Hilfe aufsuchen. • Verschluckungsgefahr! Kleinkinder könnten Batterien verschlucken und daran ersticken. Daher Batterien für Kleinkinder unerreichbar aufbewahren! • Auf Polaritätskennzeichen Plus (+) und Minus (-) achten. • Wenn eine Batterie ausgelaufen ist, Schutzhandschuhe anziehen und das Batteriefach mit einem trockenen Tuch reinigen. • Schützen Sie Batterien vor übermäßiger Wärme. • Explosionsgefahr! Keine Batterien in Feuer werfen. • Batterien dürfen nicht geladen oder kurzgeschlossen werden. • Bei längerer Nichtbenutzung des Geräts die Batterien aus dem Batteriefach nehmen. • Verwenden Sie nur denselben oder einen gleichwertigen Batterietyp. • Immer alle Batterien gleichzeitig auswechseln. • Keine Akkus verwenden! • Keine Batterien zerlegen, öffnen oder zerkleinern. bbox=[11, 572, 258, 634]
display-illustration: %SpO₂ PRbpm 98 65 bbox=[18, 725, 100, 765]
info-icon: i bbox=[7, 249, 29, 255]
section-text: In der Gebrauchsanweisung, auf der Verpackung und auf dem Typschild des Geräts werden folgende Symbole verwendet: bbox=[6, 221, 206, 226]
section-title: 1. Lieferumfang bbox=[6, 112, 53, 120]
subsection-title: Funktionstaste bbox=[274, 297, 311, 304]
weee-icon: ♻ bbox=[119, 228, 141, 238]
section-title: 10. Übertragung der Messwerte über Bluetooth® low energy technology bbox=[274, 414, 489, 422]
table-row: Klassifikation IP22, Anwendungsteil Typ BF bbox=[537, 321, 796, 327]
greeting: Mit freundlicher Empfehlung bbox=[6, 100, 52, 105]
lanyard-figures bbox=[274, 157, 530, 191]
section-title: 4. Zeichenerklärung bbox=[6, 212, 66, 220]
info-icon: i bbox=[277, 615, 286, 623]
info-icon: i bbox=[536, 401, 545, 409]
section-title: 3. Zum Kennenlernen bbox=[6, 155, 71, 163]
subsection-title: Höhenabhängiger Sauerstoffsättigungsabfall bbox=[274, 605, 385, 612]
info-icon: i bbox=[274, 347, 283, 355]
qr-code-icon[interactable] bbox=[496, 377, 530, 411]
info-icon: i bbox=[274, 423, 283, 431]
warning-box: ! WARNUNG Die nachfolgende Tabelle zur Beurteilung Ihres Messergebnisses gilt NICHT für Personen mit bestimmten Vorerkrankungen (z.B. Asthma, Herzinsuffizienz, Atemwegserkrankungen) und bei Aufenthalten in Höhen über 1500 Metern. Wenn Sie unter Vorerkrankungen leiden, konsultieren Sie zur Beurteilung Ihrer Messwerte immer Ihren Arzt. bbox=[274, 539, 530, 565]
spo2-table: Messergebnis SpO₂ (Sauerstoffsättigung) in % Einstufung / Zu treffende Maßnahmen 99-94 Normalbereich 93-90 Ermäßigter Bereich: Arztbesuch empfohlen < 90 Kritischer Bereich: Dringend Arzt aufsuchen bbox=[274, 567, 530, 593]
model-name: PO 60 bbox=[118, 25, 155, 40]
battery-icon: Pb bbox=[119, 239, 141, 249]
not-list: – NICHT, wenn Sie allergisch auf Gummiprodukte reagieren. – NICHT, wenn das Gerät oder der Anwendungsfinger feucht ist. – NICHT an Kleinkindern oder Säuglingen. – NICHT während einer MRT- oder CT-Untersuchung. – NICHT während einer Blutdruckmessung auf der Armseite mit Manschettenanwendung. – NICHT an Fingern mit Nagellack, Beschmutzungen oder Pflasterverbänden. – NICHT an Fingern mit großer Fingerdicke, die nicht problemlos in das Gerät einführbar sind (Fingerspitze: Breite ca. 10 – 20 mm, Dicke ca. 5 – 15 mm). – NICHT an Fingern mit anatomischen Veränderungen, Ödemen, Narben oder Verbrennungen. – NICHT an Fingern mit zu geringer Größe wie z.B. bei Kleinkindern (Breite ca. < 10 mm, Dicke ca. < 5 mm). – NICHT an Patienten, die am Anwendungsort unruhig sind (z.B. Zittern). – NICHT in der Nähe von brennbaren oder explosiven Gasgemischen. bbox=[6, 373, 257, 422]
table-row: Batterien nicht korrekt eingelegt. Batterien erneut einlegen. Falls nach korrekter Einlegung der Batterien immer noch keine Messwerte angezeigt werden, wenden Sie sich an den Kundendienst. bbox=[537, 117, 796, 131]
figure bbox=[360, 93, 443, 127]
alarm-off-icon: 🔔 bbox=[119, 282, 141, 288]
signature: Ihr Beurer-Team bbox=[6, 104, 33, 109]
caution-icon: ! bbox=[7, 239, 29, 249]
table-row: Modell-Nr. PO 60 bbox=[537, 248, 796, 254]
table-row: Stromversorgung 2x1,5V ▭ AAA Batterien bbox=[537, 308, 796, 314]
table-row: < 90 Kritischer Bereich: Dringend Arzt aufsuchen bbox=[275, 586, 530, 592]
section-title: 2. Bestimmungsgemäße Verwendung bbox=[6, 129, 118, 137]
salutation: Sehr geehrte Kundin, sehr geehrter Kunde, bbox=[6, 76, 82, 80]
section-title: 13. Aufbewahrung bbox=[536, 16, 591, 23]
measure-list: • Auf dem Messfinger darf sich kein Nagellack, Kunstnagel oder andere Kosmetika befinden. • Achten Sie beim Messfinger darauf, dass der Fingernagel so kurz ist, dass die Fingerkuppe die Sensorelemente im Gehäuse bedeckt. • Halten Sie Hand, Finger und Körper während des Messvorgangs ruhig. • Bei Personen mit Herzrhythmusstörungen können die Messwerte von SpO₂ und der Herzfrequenz verfälscht sein oder die Messung ist gar nicht erst möglich. • Das Pulsoximeter zeigt im Falle von Kohlenmonoxidvergiftungen zu hohe Messwerte an. • Um das Messergebnis nicht zu verfälschen, sollte sich in der unmittelbaren Umgebung des Pulsoximeters keine starke Lichtquelle (z.B. Leuchtstoffröhren oder direkte Sonneneinstrahlung) befinden. • Bei Personen, die einen niedrigen Blutdruck haben, unter Gelbsucht leiden oder Medikamente zur Gefäßkontraktion einnehmen, kann es zu fehlerhaften oder verfälschten Messungen kommen. • Bei Patienten, denen in der Vergangenheit klinische Farbstoffe verabreicht wurden und bei Patienten mit abnormalem Hämoglobinspiegel können die Messwerte verfälscht sein. Dies gilt insbesondere bei Kohlenmonoxidvergiftungen und Methämoglobinvergiftungen, welche z.B. durch die Zugabe von Lokalanästhetika oder bei vorliegendem Methämoglobinreduktase-Mangel entstehen. • Schützen Sie das Pulsoximeter vor Staub, Erschütterungen, Nässe, extremen Temperaturen und explosiven Stoffen. bbox=[11, 498, 258, 563]
serial-icon: SN bbox=[119, 262, 141, 272]
table-row: ! WARNUNG Warnhinweis auf Verletzungsgefahren oder Gefahren für Ihre Gesundheit ♻ Entsorgung gemäß Elektro- und Elektronik-Altgeräte EG-Richtlinie WEEE (Waste Electrical and Electronic Equipment) bbox=[7, 228, 258, 238]
list-intro: Bei Nichtbeachtung der nachfolgenden Anweisungen kann es zu fehlerhaften Messungen oder Messversagen kommen. bbox=[6, 493, 202, 498]
section-title: 12. Reinigung / Instandhaltung bbox=[274, 674, 366, 682]
subsection-title: Displaybeschreibung bbox=[6, 710, 59, 717]
section-text: Verwenden Sie das Beurer Pulsoximeter PO 60 ausschließlich am Menschen zur Messung der arteriellen Sauerstoffsättigung (SpO₂) des Hämoglobins und der Herzfrequenz (Pulsfrequenz). Das Pulsoximeter eignet sich sowohl zur Verwendung im privaten Umfeld (zu Hause) als auch im medizinischen Bereich (Krankenhäusern, medizinischen Einrichtungen). bbox=[6, 138, 253, 152]
warning-icon: ! bbox=[6, 327, 15, 335]
website-link[interactable]: www.beurer.com • www.beurer-gesundheitsratgeber.com bbox=[367, 33, 493, 40]
function-list: • Einschalt-Funktion: Wenn das Pulsoximeter ausgeschaltet ist, können Sie es durch kurzes Drücken der Funktionstaste einschalten. • Bluetooth®-Funktion aktivieren und deaktivieren: – Drücken Sie kurz die Funktionstaste, um das Pulsoximeter einzuschalten. – Halten Sie die eingeschaltete Funktionstaste für 5 Sekunden gedrückt, um in die Bluetooth®-Einstellung zu gelangen. Im Display erscheint „ON“ oder „OFF“. – Drücken Sie kurz die Funktionstaste, um Bluetooth® zu aktivieren [ON] bzw. zu deaktivieren [OFF]. – Um die Messung fortzusetzen, halten Sie die Funktionstaste für 5 Sekunden gedrückt. – Um das Pulsoximeter auszuschalten, warten Sie 10 Sekunden. Das Pulsoximeter schaltet sich automatisch aus. • Messwerte in App übertragen plus Synchronisation von Zeit und Datum: Siehe 10. „Übertragung der Messwerte über Bluetooth® low energy technology“. • Helligkeits-Funktion: Um die gewünschte Display-Helligkeit einzustellen, halten Sie während des Betriebs die Funktionstaste länger als eine Sekunde gedrückt. bbox=[279, 309, 530, 345]
